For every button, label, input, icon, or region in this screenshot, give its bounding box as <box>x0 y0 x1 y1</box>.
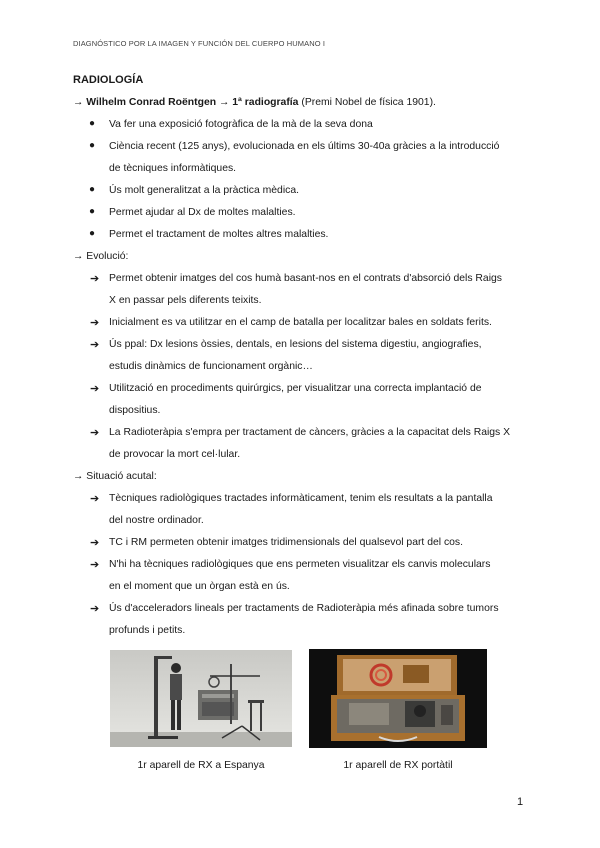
bullet-icon: ● <box>89 118 96 129</box>
arrow-icon: ➔ <box>90 427 100 439</box>
evolution-item: estudis dinàmics de funcionament orgànic… <box>109 361 313 372</box>
evolution-item: Permet obtenir imatges del cos humà basant-nos en el contrats d'absorció dels Raigs <box>109 273 502 284</box>
bullet-icon: ● <box>89 206 96 217</box>
evolution-item: Inicialment es va utilitzar en el camp de batalla per localitzar bales en soldats ferits. <box>109 317 492 328</box>
current-item: TC i RM permeten obtenir imatges tridimensionals del qualsevol part del cos. <box>109 537 464 548</box>
current-item: N'hi ha tècniques radiològiques que ens permeten visualitzar els canvis moleculars <box>109 559 491 570</box>
bullet-text: Permet el tractament de moltes altres malalties. <box>109 229 329 240</box>
arrow-icon: → <box>73 97 84 108</box>
arrow-icon: → <box>73 251 84 262</box>
evolution-item: X en passar pels diferents teixits. <box>109 295 262 306</box>
arrow-icon: ➔ <box>90 493 100 505</box>
nobel-note: (Premi Nobel de física 1901). <box>301 97 436 108</box>
current-item: profunds i petits. <box>109 625 186 636</box>
portable-xray-photo <box>309 649 487 748</box>
page-number: 1 <box>517 796 524 808</box>
xray-spain-illustration <box>110 650 292 747</box>
bullet-icon: ● <box>89 140 96 151</box>
figure-caption: 1r aparell de RX portàtil <box>343 760 453 771</box>
current-item: del nostre ordinador. <box>109 515 204 526</box>
scientist-name: Wilhelm Conrad Roëntgen <box>86 97 217 108</box>
intro-line <box>73 92 436 114</box>
section-heading-situacio <box>73 466 157 488</box>
arrow-icon: → <box>73 471 84 482</box>
bullet-text: Va fer una exposició fotogràfica de la mà de la seva dona <box>109 119 373 130</box>
arrow-icon: ➔ <box>90 339 100 351</box>
evolution-item: Ús ppal: Dx lesions òssies, dentals, en lesions del sistema digestiu, angiografies, <box>109 339 482 350</box>
arrow-icon: ➔ <box>90 603 100 615</box>
first-radiograph: 1ª radiografía <box>232 97 299 108</box>
section-heading-evolucio <box>73 246 128 268</box>
arrow-icon: ➔ <box>90 317 100 329</box>
bullet-text: Ús molt generalitzat a la pràctica mèdica. <box>109 185 299 196</box>
current-item: Ús d'acceleradors lineals per tractaments de Radioteràpia més afinada sobre tumors <box>109 603 499 614</box>
evolution-item: de provocar la mort cel·lular. <box>109 449 241 460</box>
heading-text: Evolució: <box>86 251 129 262</box>
figure-caption: 1r aparell de RX a Espanya <box>137 760 265 771</box>
evolution-item: dispositius. <box>109 405 161 416</box>
arrow-icon: ➔ <box>90 273 100 285</box>
arrow-icon: ➔ <box>90 537 100 549</box>
arrow-icon: → <box>218 97 230 108</box>
section-title: RADIOLOGÍA <box>73 74 144 86</box>
bullet-text: de tècniques informàtiques. <box>109 163 237 174</box>
bullet-icon: ● <box>89 228 96 239</box>
evolution-item: Utilització en procediments quirúrgics, per visualitzar una correcta implantació de <box>109 383 482 394</box>
arrow-icon: ➔ <box>90 383 100 395</box>
bullet-text: Ciència recent (125 anys), evolucionada en els últims 30-40a gràcies a la introducció <box>109 141 500 152</box>
bullet-text: Permet ajudar al Dx de moltes malalties. <box>109 207 296 218</box>
current-item: Tècniques radiològiques tractades informàticament, tenim els resultats a la pantalla <box>109 493 493 504</box>
bullet-icon: ● <box>89 184 96 195</box>
xray-spain-photo <box>110 650 292 747</box>
running-header: DIAGNÓSTICO POR LA IMAGEN Y FUNCIÓN DEL CUERPO HUMANO I <box>73 39 326 48</box>
arrow-icon: ➔ <box>90 559 100 571</box>
heading-text: Situació acutal: <box>86 471 157 482</box>
portable-xray-illustration <box>309 649 487 748</box>
current-item: en el moment que un òrgan està en ús. <box>109 581 290 592</box>
evolution-item: La Radioteràpia s'empra per tractament de càncers, gràcies a la capacitat dels Raigs X <box>109 427 511 438</box>
